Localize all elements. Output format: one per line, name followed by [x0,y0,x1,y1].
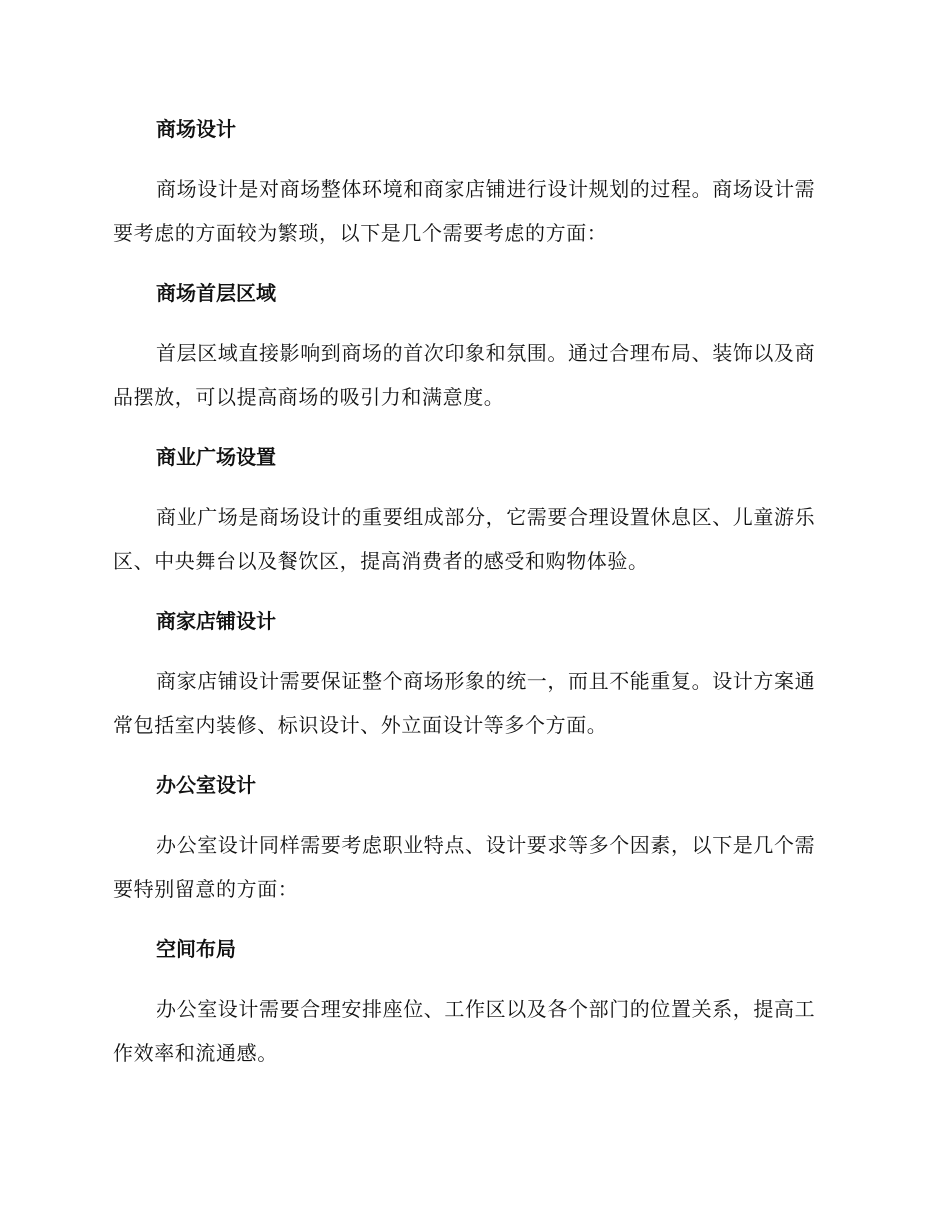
section-paragraph: 办公室设计同样需要考虑职业特点、设计要求等多个因素，以下是几个需要特别留意的方面： [113,833,816,901]
section-mall-design [113,107,833,255]
section-office-design [113,763,833,911]
section-heading: 商场首层区域 [156,281,276,305]
section-heading: 商业广场设置 [156,445,276,469]
section-paragraph: 商场设计是对商场整体环境和商家店铺进行设计规划的过程。商场设计需要考虑的方面较为繁琐，以下是几个需要考虑的方面： [113,177,816,245]
document-body [113,107,833,1091]
section-store-design [113,599,833,747]
section-heading: 商场设计 [156,117,236,141]
section-heading: 空间布局 [156,937,236,961]
section-commercial-plaza [113,435,833,583]
section-paragraph: 商家店铺设计需要保证整个商场形象的统一，而且不能重复。设计方案通常包括室内装修、标识设计、外立面设计等多个方面。 [113,669,816,737]
section-ground-floor [113,271,833,419]
section-heading: 商家店铺设计 [156,609,276,633]
section-paragraph: 办公室设计需要合理安排座位、工作区以及各个部门的位置关系，提高工作效率和流通感。 [113,997,816,1065]
section-paragraph: 商业广场是商场设计的重要组成部分，它需要合理设置休息区、儿童游乐区、中央舞台以及餐饮区，提高消费者的感受和购物体验。 [113,505,816,573]
section-paragraph: 首层区域直接影响到商场的首次印象和氛围。通过合理布局、装饰以及商品摆放，可以提高商场的吸引力和满意度。 [113,341,816,409]
section-space-layout [113,927,833,1075]
section-heading: 办公室设计 [156,773,256,797]
